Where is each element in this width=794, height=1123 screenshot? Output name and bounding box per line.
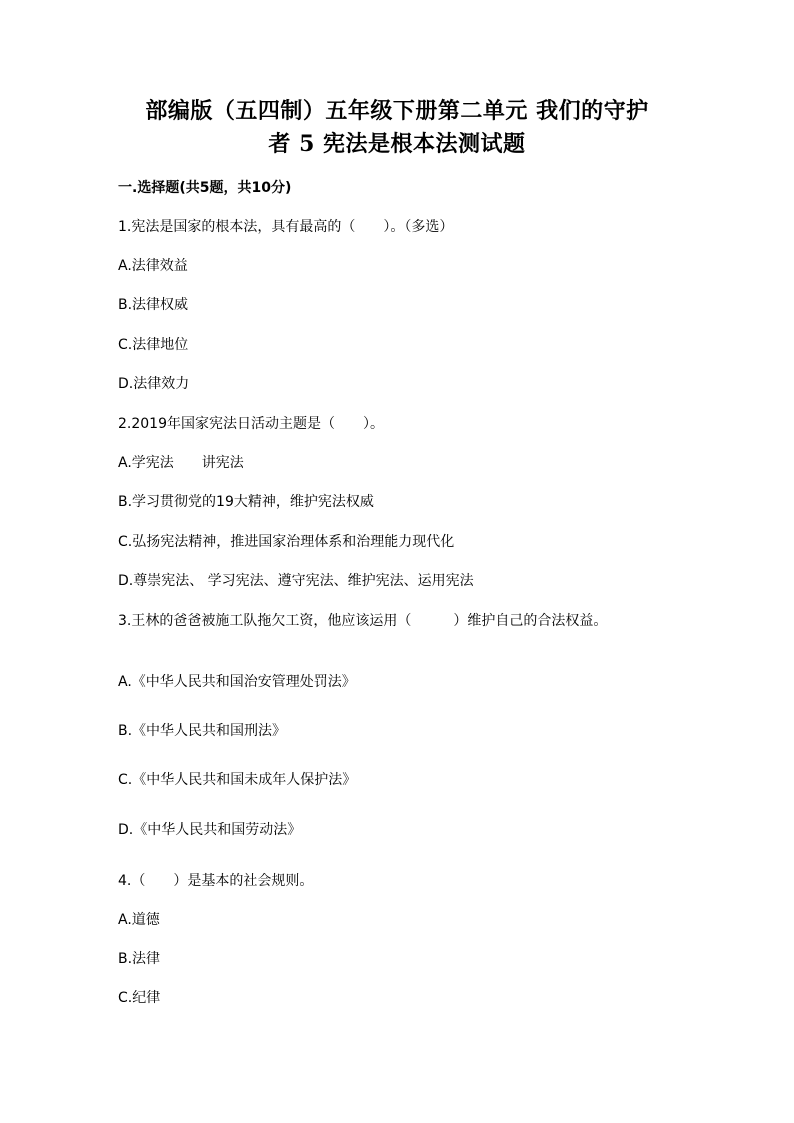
question-1-option-c: C.法律地位 — [118, 337, 189, 353]
question-1-option-b: B.法律权威 — [118, 297, 189, 313]
title-line-2: 者 5 宪法是根本法测试题 — [268, 131, 526, 157]
question-2-option-d: D.尊崇宪法、 学习宪法、遵守宪法、维护宪法、运用宪法 — [118, 573, 474, 589]
question-2-stem: 2.2019年国家宪法日活动主题是（ ）。 — [118, 416, 384, 432]
section-heading: 一.选择题(共5题，共10分) — [118, 180, 292, 196]
question-3-option-c: C.《中华人民共和国未成年人保护法》 — [118, 772, 357, 788]
question-3-stem: 3.王林的爸爸被施工队拖欠工资，他应该运用（ ）维护自己的合法权益。 — [118, 613, 608, 629]
question-2-option-b: B.学习贯彻党的19大精神，维护宪法权威 — [118, 494, 374, 510]
question-2-option-a: A.学宪法 讲宪法 — [118, 455, 244, 471]
question-2-option-c: C.弘扬宪法精神，推进国家治理体系和治理能力现代化 — [118, 534, 455, 550]
question-1-option-d: D.法律效力 — [118, 376, 190, 392]
question-3-option-a: A.《中华人民共和国治安管理处罚法》 — [118, 674, 356, 690]
question-4-option-a: A.道德 — [118, 912, 160, 928]
title-line-1: 部编版（五四制）五年级下册第二单元 我们的守护 — [145, 98, 649, 124]
question-1-stem: 1.宪法是国家的根本法，具有最高的（ ）。（多选） — [118, 219, 454, 235]
question-4-option-b: B.法律 — [118, 951, 161, 967]
question-4-stem: 4.（ ）是基本的社会规则。 — [118, 873, 314, 889]
question-3-option-d: D.《中华人民共和国劳动法》 — [118, 822, 302, 838]
question-4-option-c: C.纪律 — [118, 990, 161, 1006]
question-3-option-b: B.《中华人民共和国刑法》 — [118, 723, 287, 739]
question-1-option-a: A.法律效益 — [118, 258, 188, 274]
